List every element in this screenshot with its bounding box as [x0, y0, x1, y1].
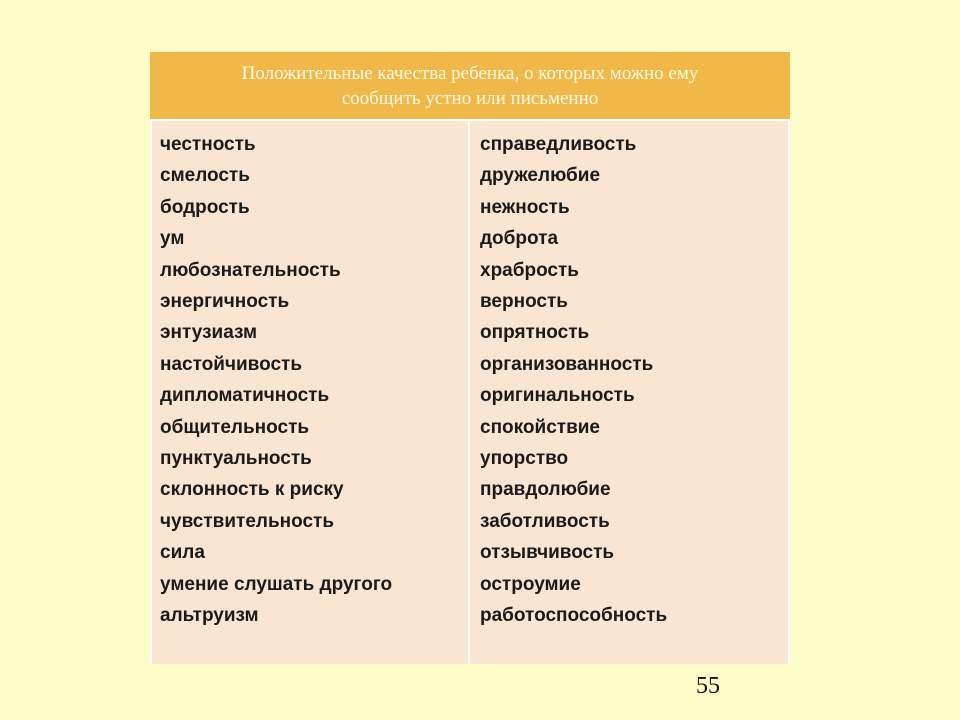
list-item: верность: [480, 291, 568, 313]
page-number: 55: [696, 673, 720, 699]
list-item: дружелюбие: [480, 165, 601, 187]
list-item: справедливость: [480, 134, 637, 155]
list-item: энергичность: [160, 291, 290, 313]
list-item: спокойствие: [480, 416, 600, 438]
list-item: общительность: [160, 416, 310, 438]
list-item: чувствительность: [160, 510, 335, 532]
list-item: пунктуальность: [160, 448, 312, 470]
list-item: дипломатичность: [160, 385, 330, 407]
list-item: нежность: [480, 196, 570, 218]
list-item: сила: [160, 542, 205, 564]
list-item: оригинальность: [480, 385, 635, 407]
list-item: организованность: [480, 353, 654, 375]
list-item: любознательность: [160, 259, 341, 281]
list-item: честность: [160, 134, 256, 155]
list-item: альтруизм: [160, 605, 259, 627]
left-column: [152, 121, 468, 664]
list-item: бодрость: [160, 196, 250, 218]
list-item: правдолюбие: [480, 479, 611, 501]
list-item: упорство: [480, 448, 569, 470]
list-item: опрятность: [480, 322, 590, 344]
list-item: заботливость: [480, 510, 610, 532]
list-item: храбрость: [480, 259, 579, 281]
list-item: отзывчивость: [480, 542, 615, 564]
header-line-1: Положительные качества ребенка, о которых можно ему: [241, 62, 699, 84]
table-header: [150, 52, 790, 119]
right-column: [470, 121, 788, 664]
list-item: энтузиазм: [160, 322, 258, 344]
list-item: доброта: [480, 228, 559, 250]
list-item: смелость: [160, 165, 250, 187]
list-item: ум: [160, 228, 185, 250]
list-item: склонность к риску: [160, 479, 344, 501]
qualities-table: [150, 52, 790, 664]
list-item: умение слушать другого: [160, 573, 393, 595]
list-item: работоспособность: [480, 605, 668, 627]
list-item: настойчивость: [160, 353, 302, 375]
header-line-2: сообщить устно или письменно: [341, 87, 599, 109]
list-item: остроумие: [480, 573, 581, 595]
